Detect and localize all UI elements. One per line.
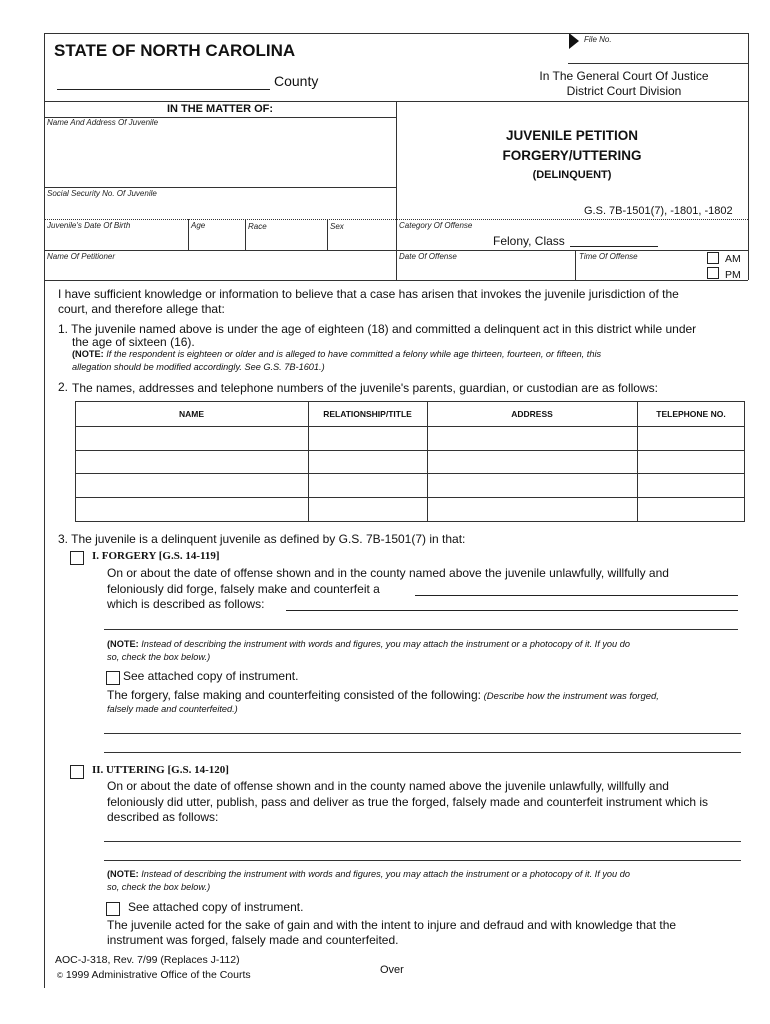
instrument-type-field[interactable] [415, 595, 738, 596]
intro-line1: I have sufficient knowledge or information to believe that a case has arisen that invokes the juvenile jurisdiction of the [58, 287, 679, 301]
note1-bold: (NOTE: [72, 349, 104, 359]
uttering-heading: II. UTTERING [G.S. 14-120] [92, 764, 229, 776]
item1-line2: the age of sixteen (16). [72, 335, 195, 349]
uttering-line2: feloniously did utter, publish, pass and deliver as true the forged, falsely made and counterfeit instrument which is [107, 795, 709, 809]
uttering-line3: described as follows: [107, 810, 219, 824]
copyright-symbol: © [57, 971, 63, 980]
forgery-checkbox[interactable] [70, 551, 84, 565]
copyright-text: 1999 Administrative Office of the Courts [65, 969, 251, 981]
table-col-line [427, 401, 428, 522]
dob-row-line [44, 219, 748, 220]
right-border-top [748, 33, 749, 280]
over-label: Over [380, 964, 404, 976]
petitioner-field[interactable] [46, 262, 394, 279]
felony-class-field[interactable] [570, 246, 658, 247]
pm-label: PM [725, 269, 741, 281]
table-header-relationship: RELATIONSHIP/TITLE [323, 409, 412, 419]
felony-class: Felony, Class [493, 234, 565, 248]
intro-line2: court, and therefore allege that: [58, 302, 225, 316]
state-title: STATE OF NORTH CAROLINA [54, 41, 296, 60]
pm-checkbox[interactable] [707, 267, 719, 279]
petition-subtitle: (DELINQUENT) [532, 169, 612, 181]
time-offense-label: Time Of Offense [579, 252, 638, 261]
form-id: AOC-J-318, Rev. 7/99 (Replaces J-112) [55, 954, 240, 966]
uttering-note [107, 868, 630, 881]
ssn-top-line [44, 187, 396, 188]
item2-num: 2. [58, 380, 69, 394]
forgery-note [107, 638, 630, 651]
table-row-line [75, 497, 745, 498]
forgery-note-bold: (NOTE: [107, 639, 139, 649]
item2-text: The names, addresses and telephone numbers of the juvenile's parents, guardian, or custodian are as follows: [72, 381, 658, 395]
intent-line2: instrument was forged, falsely made and counterfeited. [107, 933, 399, 947]
table-header-line [75, 426, 745, 427]
uttering-checkbox[interactable] [70, 765, 84, 779]
table-col-line [637, 401, 638, 522]
forgery-consisted-italic2: falsely made and counterfeited.) [107, 704, 238, 714]
am-checkbox[interactable] [707, 252, 719, 264]
item1-line1: 1. The juvenile named above is under the age of eighteen (18) and committed a delinquent act in this district while under [58, 322, 697, 336]
petition-title2: FORGERY/UTTERING [502, 148, 642, 163]
matter-bottom-line [44, 280, 748, 281]
table-header-telephone: TELEPHONE NO. [656, 409, 726, 419]
court-line1: In The General Court Of Justice [539, 69, 709, 83]
forgery-see-attached: See attached copy of instrument. [123, 669, 299, 683]
uttering-description-field[interactable] [104, 841, 741, 842]
am-label: AM [725, 253, 741, 265]
forgery-line1: On or about the date of offense shown and in the county named above the juvenile unlawfully, willfully and [107, 566, 669, 580]
uttering-description-field2[interactable] [104, 860, 741, 861]
forgery-consisted-text: The forgery, false making and counterfeiting consisted of the following: [107, 688, 481, 702]
file-no-label: File No. [584, 35, 612, 44]
statute: G.S. 7B-1501(7), -1801, -1802 [584, 205, 733, 217]
race-divider [327, 219, 328, 250]
dob-label: Juvenile's Date Of Birth [47, 221, 131, 230]
uttering-line1: On or about the date of offense shown and in the county named above the juvenile unlawfully, willfully and [107, 779, 669, 793]
table-header-address: ADDRESS [511, 409, 553, 419]
table-row-line [75, 450, 745, 451]
note1-line2: allegation should be modified accordingly. See G.S. 7B-1601.) [72, 362, 325, 372]
uttering-note-line2: so, check the box below.) [107, 882, 211, 892]
forgery-consisted-italic: (Describe how the instrument was forged, [481, 691, 659, 702]
file-no-field[interactable] [568, 63, 748, 64]
section3-intro: 3. The juvenile is a delinquent juvenile as defined by G.S. 7B-1501(7) in that: [58, 532, 466, 546]
petitioner-row-line [44, 250, 748, 251]
county-label: County [274, 73, 319, 89]
uttering-note-text: Instead of describing the instrument with words and figures, you may attach the instrument or a photocopy of it. If you do [138, 869, 630, 879]
petition-title1: JUVENILE PETITION [505, 128, 639, 143]
forgery-note-text: Instead of describing the instrument with words and figures, you may attach the instrument or a photocopy of it. If you do [138, 639, 630, 649]
left-border [44, 33, 45, 988]
note1 [72, 348, 601, 361]
ssn-field[interactable] [46, 198, 394, 216]
top-border [44, 33, 568, 34]
note1-text: If the respondent is eighteen or older and is alleged to have committed a felony while age thirteen, fourteen, or fifteen, this [103, 349, 602, 359]
file-no-top [568, 33, 748, 34]
copyright [57, 969, 251, 981]
petitioner-label: Name Of Petitioner [47, 252, 116, 261]
table-col-line [308, 401, 309, 522]
dob-divider [188, 219, 189, 250]
forgery-line3: which is described as follows: [107, 597, 265, 611]
ssn-label: Social Security No. Of Juvenile [47, 189, 157, 198]
forgery-note-line2: so, check the box below.) [107, 652, 211, 662]
forgery-detail-field2[interactable] [104, 752, 741, 753]
forgery-attached-checkbox[interactable] [106, 671, 120, 685]
county-field[interactable] [57, 89, 270, 90]
uttering-see-attached: See attached copy of instrument. [128, 900, 304, 914]
date-offense-label: Date Of Offense [399, 252, 457, 261]
uttering-attached-checkbox[interactable] [106, 902, 120, 916]
forgery-heading: I. FORGERY [G.S. 14-119] [92, 550, 220, 562]
age-divider [245, 219, 246, 250]
intent-line1: The juvenile acted for the sake of gain and with the intent to injure and defraud and with knowledge that the [107, 918, 677, 932]
file-no-arrow-icon [569, 33, 579, 49]
name-address-label: Name And Address Of Juvenile [47, 118, 159, 127]
table-header-name: NAME [178, 409, 205, 419]
name-address-field[interactable] [46, 128, 394, 184]
matter-heading: IN THE MATTER OF: [166, 103, 274, 115]
sex-label: Sex [330, 222, 344, 231]
table-row-line [75, 473, 745, 474]
category-label: Category Of Offense [399, 221, 473, 230]
forgery-detail-field[interactable] [104, 733, 741, 734]
instrument-description-field[interactable] [286, 610, 738, 611]
age-label: Age [191, 221, 206, 230]
race-label: Race [248, 222, 267, 231]
forgery-consisted [107, 688, 659, 702]
uttering-note-bold: (NOTE: [107, 869, 139, 879]
forgery-line2: feloniously did forge, falsely make and counterfeit a [107, 582, 380, 596]
date-time-divider [575, 250, 576, 280]
description-line [104, 629, 738, 630]
parents-table [75, 401, 745, 522]
court-line2: District Court Division [566, 84, 682, 98]
